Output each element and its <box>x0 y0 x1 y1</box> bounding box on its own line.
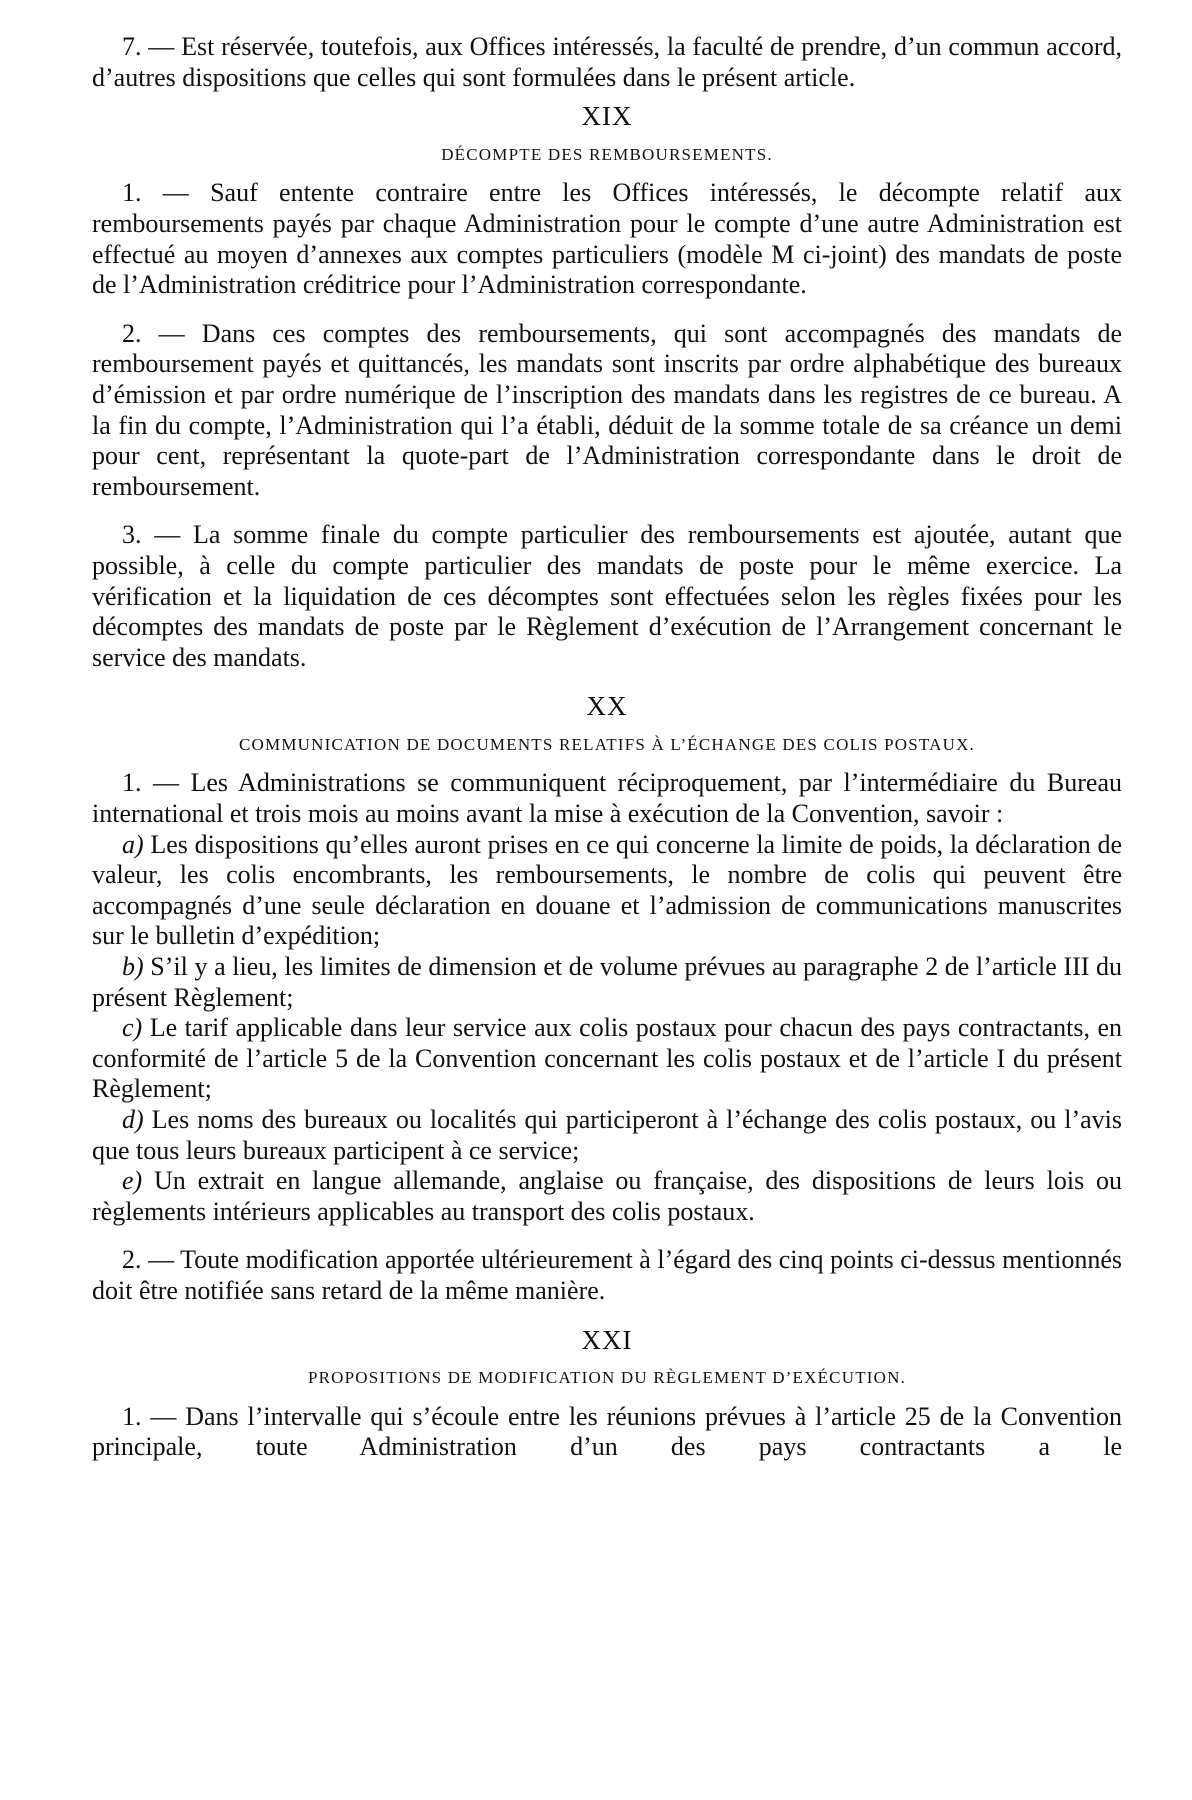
xx-item-b <box>92 952 1122 1013</box>
item-letter: d) <box>122 1105 144 1134</box>
item-letter: a) <box>122 829 144 859</box>
xx-item-a <box>92 830 1122 952</box>
item-text: S’il y a lieu, les limites de dimension et de volume prévues au paragraphe 2 de l’article III du présent Règlement; <box>92 952 1122 1012</box>
item-letter: b) <box>122 952 144 982</box>
xx-item-e <box>92 1166 1122 1227</box>
xx-paragraph-1: 1. — Les Administrations se communiquent réciproquement, par l’intermédiaire du Bureau international et trois mois au moins avant la mise à exécution de la Convention, savoir : <box>92 768 1122 829</box>
item-letter: c) <box>122 1013 143 1043</box>
section-heading-xix: DÉCOMPTE DES REMBOURSEMENTS. <box>441 144 773 164</box>
xx-item-c <box>92 1013 1122 1105</box>
item-text: Le tarif applicable dans leur service aux colis postaux pour chacun des pays contractants, en conformité de l’article 5 de la Convention concernant les colis postaux et de l’article I du présent Règlement; <box>92 1013 1123 1104</box>
item-text: Un extrait en langue allemande, anglaise ou française, des dispositions de leurs lois ou règlements intérieurs applicables au transport des colis postaux. <box>92 1166 1122 1226</box>
xix-paragraph-3: 3. — La somme finale du compte particulier des remboursements est ajoutée, autant que possible, à celle du compte particulier des mandats de poste pour le même exercice. La vérification et la liquidation de ces décomptes sont effectuées selon les règles fixées pour les décomptes des mandats de poste par le Règlement d’exécution de l’Arrangement concernant le service des mandats. <box>92 520 1122 672</box>
document-page <box>92 32 1122 1463</box>
paragraph-7: 7. — Est réservée, toutefois, aux Offices intéressés, la faculté de prendre, d’un commun accord, d’autres dispositions que celles qui sont formulées dans le présent article. <box>92 32 1122 92</box>
section-heading-xx: COMMUNICATION DE DOCUMENTS RELATIFS À L’ÉCHANGE DES COLIS POSTAUX. <box>239 734 975 754</box>
xix-paragraph-1: 1. — Sauf entente contraire entre les Offices intéressés, le décompte relatif aux remboursements payés par chaque Administration pour le compte d’une autre Administration est effectué au moyen d’annexes aux comptes particuliers (modèle M ci-joint) des mandats de poste de l’Administration créditrice pour l’Administration correspondante. <box>92 178 1122 300</box>
xxi-paragraph-1: 1. — Dans l’intervalle qui s’écoule entre les réunions prévues à l’article 25 de la Convention principale, toute Administration d’un des pays contractants a le <box>92 1401 1122 1462</box>
item-text: Les noms des bureaux ou localités qui participeront à l’échange des colis postaux, ou l’avis que tous leurs bureaux participent à ce service; <box>92 1105 1122 1165</box>
item-text: Les dispositions qu’elles auront prises en ce qui concerne la limite de poids, la déclaration de valeur, les colis encombrants, les remboursements, le nombre de colis qui peuvent être accompagnés d’une seule déclaration en douane et l’admission de communications manuscrites sur le bulletin d’expédition; <box>92 829 1123 951</box>
section-number-xxi: XXI <box>581 1324 633 1355</box>
section-number-xix: XIX <box>581 101 633 132</box>
xix-paragraph-2: 2. — Dans ces comptes des remboursements, qui sont accompagnés des mandats de remboursement payés et quittancés, les mandats sont inscrits par ordre alphabétique des bureaux d’émission et par ordre numérique de l’inscription des mandats dans les registres de ce bureau. A la fin du compte, l’Administration qui l’a établi, déduit de la somme totale de sa créance un demi pour cent, représentant la quote-part de l’Administration correspondante dans le droit de remboursement. <box>92 318 1122 501</box>
section-number-xx: XX <box>586 691 628 722</box>
item-letter: e) <box>122 1166 143 1196</box>
xx-item-d <box>92 1105 1122 1166</box>
section-heading-xxi: PROPOSITIONS DE MODIFICATION DU RÈGLEMENT D’EXÉCUTION. <box>307 1368 907 1388</box>
xx-paragraph-2: 2. — Toute modification apportée ultérieurement à l’égard des cinq points ci-dessus mentionnés doit être notifiée sans retard de la même manière. <box>92 1245 1122 1305</box>
